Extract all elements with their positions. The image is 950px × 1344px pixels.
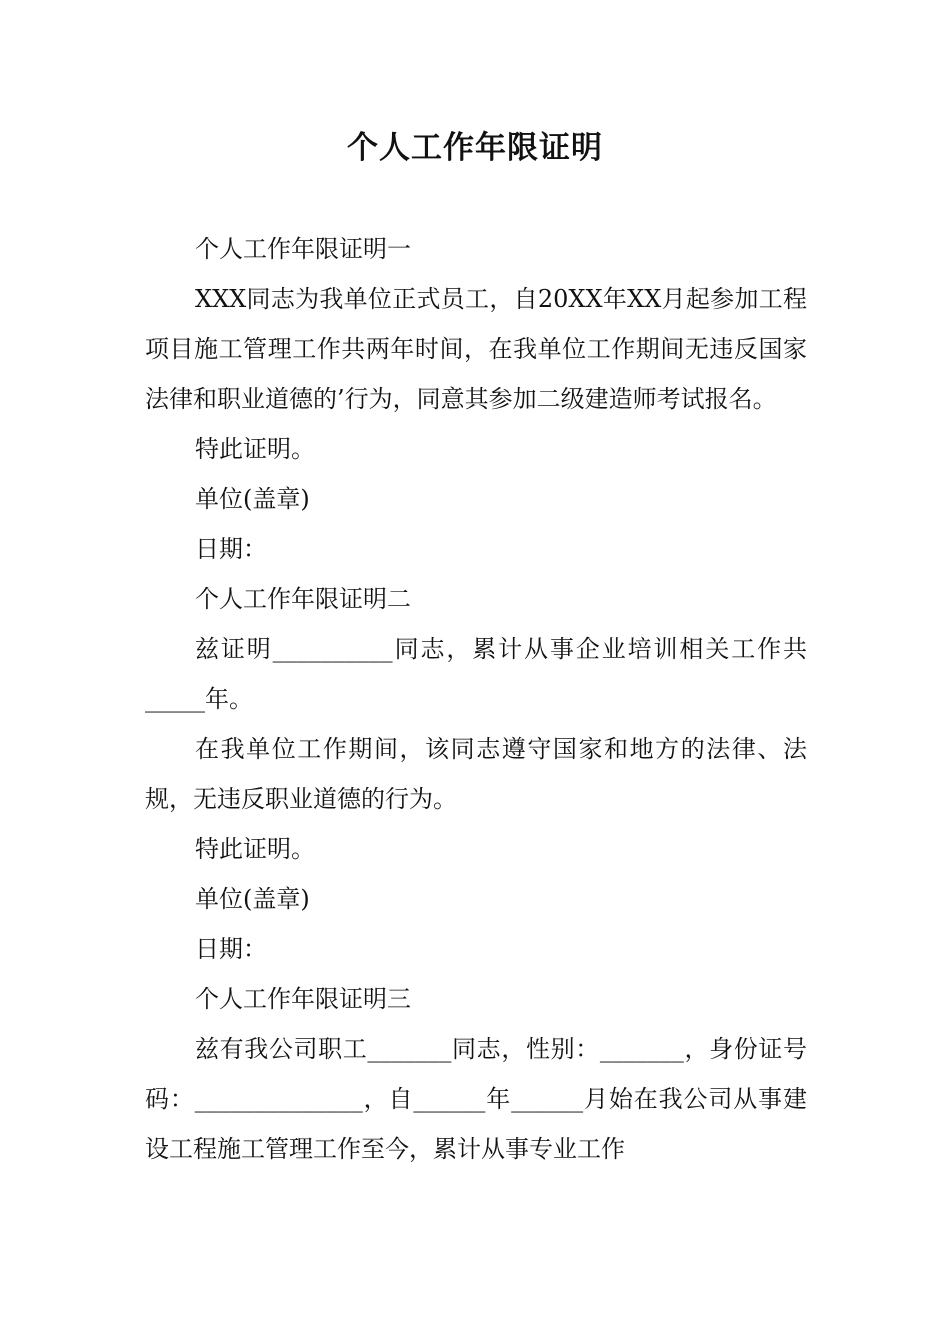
section-heading-2: 个人工作年限证明二 xyxy=(195,585,411,613)
certificate-3-text: 兹有我公司职工_______同志，性别：_______，身份证号码：______________，自______年______月始在我公司从事建设工程施工管理工作至今，累计从事专业工作 xyxy=(145,1035,807,1163)
certificate-1-text: XXX同志为我单位正式员工，自20XX年XX月起参加工程项目施工管理工作共两年时间，在我单位工作期间无违反国家法律和职业道德的’行为，同意其参加二级建造师考试报名。 xyxy=(145,285,807,413)
certificate-2-text: 兹证明__________同志，累计从事企业培训相关工作共_____年。 xyxy=(145,635,807,713)
certificate-2-date: 日期： xyxy=(195,935,267,963)
section-heading-1: 个人工作年限证明一 xyxy=(195,235,411,263)
certificate-2-conduct: 在我单位工作期间，该同志遵守国家和地方的法律、法规，无违反职业道德的行为。 xyxy=(145,735,807,813)
certificate-2-closing: 特此证明。 xyxy=(195,835,315,863)
document-body xyxy=(145,224,807,1174)
certificate-1-unit: 单位(盖章) xyxy=(195,485,310,513)
section-heading-3: 个人工作年限证明三 xyxy=(195,985,411,1013)
certificate-1-date: 日期： xyxy=(195,535,267,563)
certificate-1-closing: 特此证明。 xyxy=(195,435,315,463)
certificate-2-unit: 单位(盖章) xyxy=(195,885,310,913)
document-title: 个人工作年限证明 xyxy=(347,130,603,166)
